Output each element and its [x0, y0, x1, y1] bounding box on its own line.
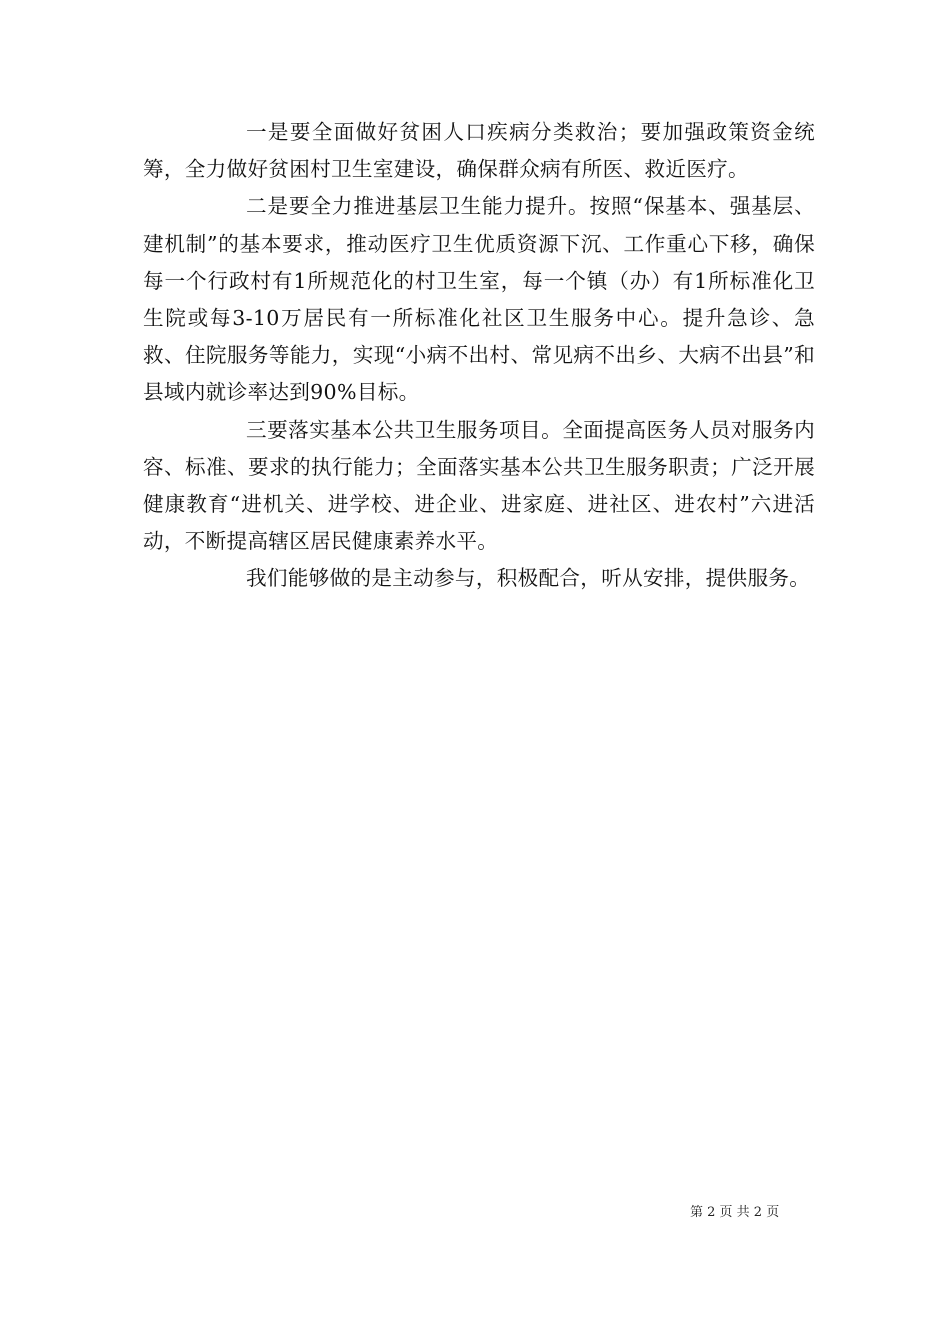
paragraph-2: 二是要全力推进基层卫生能力提升。按照“保基本、强基层、建机制”的基本要求，推动医疗卫生优质资源下沉、工作重心下移，确保每一个行政村有1所规范化的村卫生室，每一个镇（办）有1所标准化卫生院或每3-10万居民有一所标准化社区卫生服务中心。提升急诊、急救、住院服务等能力，实现“小病不出村、常见病不出乡、大病不出县”和县域内就诊率达到90%目标。: [143, 194, 815, 405]
page-number-footer: 第 2 页 共 2 页: [690, 1205, 780, 1220]
paragraph-1: 一是要全面做好贫困人口疾病分类救治；要加强政策资金统筹，全力做好贫困村卫生室建设，确保群众病有所医、救近医疗。: [143, 120, 815, 182]
document-body: [143, 114, 815, 598]
paragraph-3: 三要落实基本公共卫生服务项目。全面提高医务人员对服务内容、标准、要求的执行能力；全面落实基本公共卫生服务职责；广泛开展健康教育“进机关、进学校、进企业、进家庭、进社区、进农村”六进活动，不断提高辖区居民健康素养水平。: [143, 417, 815, 554]
paragraph-4: 我们能够做的是主动参与，积极配合，听从安排，提供服务。: [246, 566, 811, 591]
